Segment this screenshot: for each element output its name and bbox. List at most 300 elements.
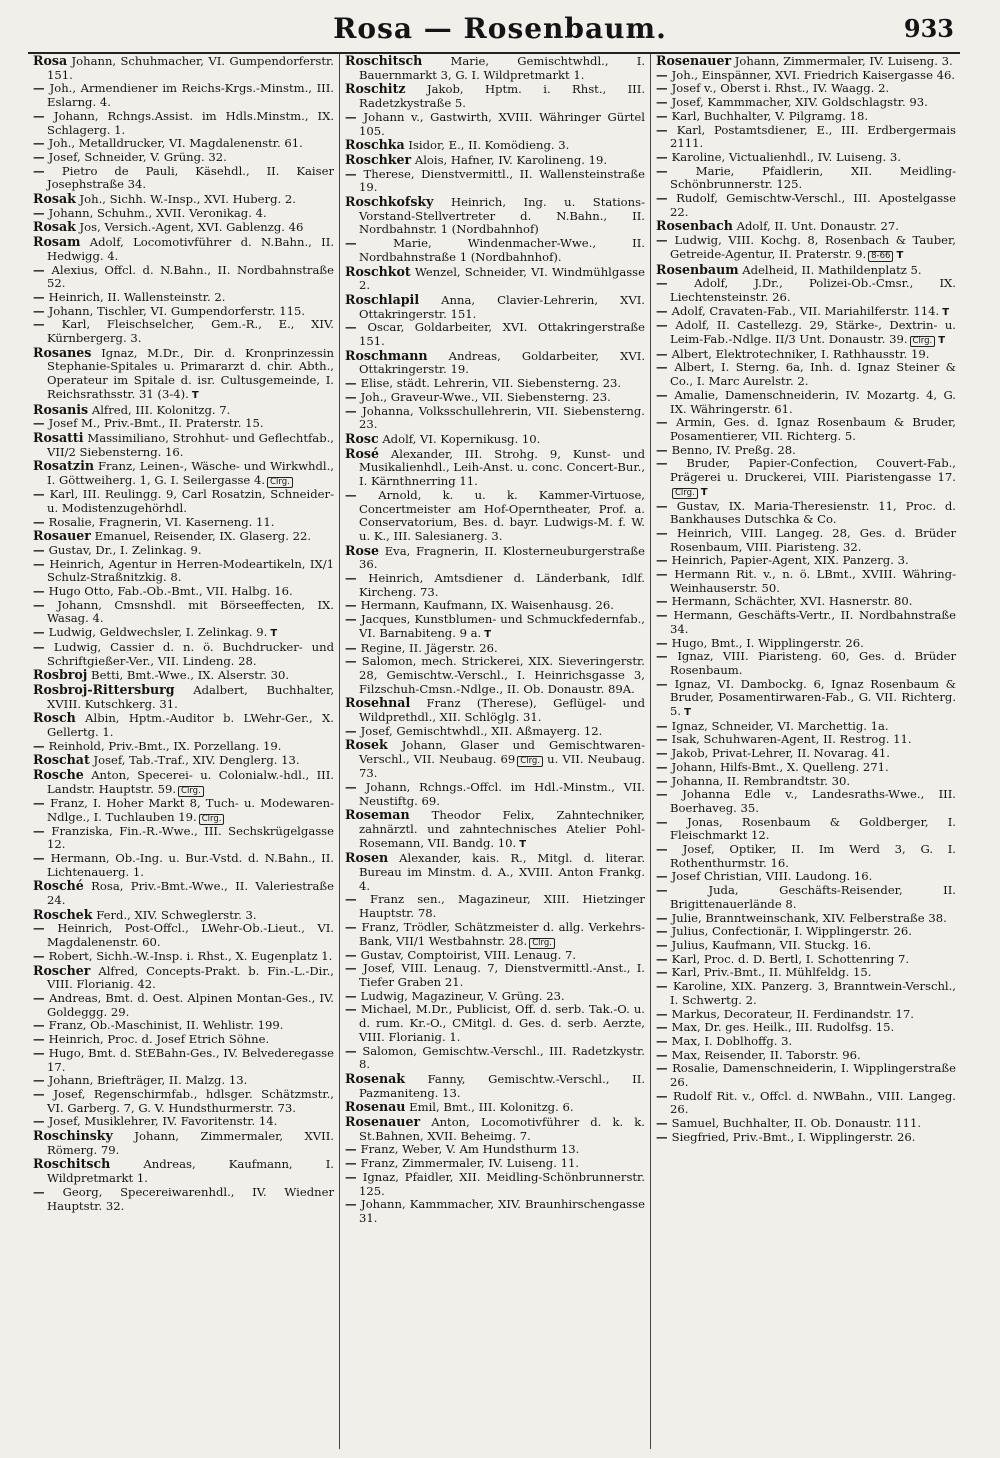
ditto-dash: —	[656, 635, 672, 650]
directory-entry	[345, 54, 645, 82]
entry-text: Heinrich, Agentur in Herren-Modeartikeln, IX/1 Schulz-Straßnitzkig. 8.	[47, 556, 334, 585]
entry-text: Isidor, E., II. Komödieng. 3.	[408, 138, 570, 153]
directory-entry	[656, 595, 956, 609]
entry-text: Johann, Cmsnshdl. mit Börseeffecten, IX. Wasag. 4.	[47, 597, 334, 626]
entry-text: Josef, Musiklehrer, IV. Favoritenstr. 14.	[48, 1114, 278, 1129]
ditto-dash: —	[345, 598, 361, 613]
entry-text: Johann, Schuhmacher, VI. Gumpendorferstr. 151.	[47, 54, 334, 82]
entry-surname: Roseman	[345, 807, 410, 823]
ditto-dash: —	[345, 403, 363, 418]
ditto-dash: —	[656, 456, 687, 471]
entry-text: Josef M., Priv.-Bmt., II. Praterstr. 15.	[48, 416, 264, 431]
directory-entry	[33, 305, 334, 319]
ditto-dash: —	[656, 951, 672, 966]
directory-entry	[656, 151, 956, 165]
entry-text: Albin, Hptm.-Auditor b. LWehr-Ger., X. Gellertg. 1.	[47, 711, 334, 740]
directory-entry	[656, 124, 956, 151]
ditto-dash: —	[345, 892, 371, 907]
entry-text: Alfred, Concepts-Prakt. b. Fin.-L.-Dir., VIII. Florianig. 42.	[47, 963, 334, 992]
ditto-dash: —	[656, 346, 672, 361]
entry-text: Karl, III. Reulingg. 9, Carl Rosatzin, Schneider- u. Modistenzugehörhdl.	[47, 487, 334, 515]
directory-entry	[345, 696, 645, 724]
directory-entry	[345, 1157, 645, 1171]
directory-entry	[33, 431, 334, 459]
directory-entry	[345, 1143, 645, 1157]
directory-entry	[33, 797, 334, 825]
directory-entry	[345, 949, 645, 963]
ditto-dash: —	[656, 759, 672, 774]
entry-surname: Rosc	[345, 430, 379, 446]
directory-entry	[33, 626, 334, 641]
directory-entry	[656, 1049, 956, 1063]
directory-entry	[33, 544, 334, 558]
ditto-dash: —	[33, 597, 58, 612]
entry-text: Josef, Schneider, V. Grüng. 32.	[48, 149, 227, 164]
entry-text: Ignaz, M.Dr., Dir. d. Kronprinzessin Stephanie-Spitales u. Primararzt d. chir. Abth., Operateur im Spitale d. isr. Cultusgemeinde, I. Reichsrathsstr. 31 (3-4).	[47, 345, 334, 401]
entry-surname: Rosak	[33, 191, 76, 207]
directory-entry	[345, 893, 645, 920]
directory-entry	[656, 925, 956, 939]
directory-entry	[33, 908, 334, 923]
ditto-dash: —	[33, 289, 49, 304]
ditto-dash: —	[656, 318, 676, 333]
directory-entry	[656, 609, 956, 636]
entry-text: Therese, Dienstvermittl., II. Wallensteinstraße 19.	[359, 166, 645, 195]
entry-text: Franz, Weber, V. Am Hundsthurm 13.	[360, 1142, 580, 1157]
directory-entry	[345, 1045, 645, 1072]
directory-entry	[345, 377, 645, 391]
ditto-dash: —	[345, 389, 361, 404]
entry-text: Ignaz, Schneider, VI. Marchettig. 1a.	[671, 718, 889, 733]
phone-badge: Clrg.	[517, 756, 543, 767]
entry-text: Rudolf Rit. v., Offcl. d. NWBahn., VIII. Langeg. 26.	[670, 1088, 956, 1117]
ditto-dash: —	[345, 487, 379, 502]
ditto-dash: —	[345, 1002, 362, 1017]
directory-entry	[656, 816, 956, 843]
directory-entry	[656, 319, 956, 347]
directory-entry	[656, 720, 956, 734]
directory-entry	[656, 747, 956, 761]
directory-entry	[656, 1008, 956, 1022]
entry-text: Ludwig, Magazineur, V. Grüng. 23.	[360, 988, 565, 1003]
entry-text: Andreas, Goldarbeiter, XVI. Ottakringerstr. 19.	[359, 348, 646, 377]
directory-entry	[33, 403, 334, 418]
phone-badge: Clrg.	[529, 938, 555, 949]
entry-text: Massimiliano, Strohhut- und Geflechtfab., VII/2 Siebensterng. 16.	[47, 430, 334, 459]
directory-entry	[33, 488, 334, 515]
directory-entry	[33, 235, 334, 263]
directory-entry	[656, 678, 956, 720]
directory-entry	[345, 613, 645, 641]
entry-text: Adelheid, II. Mathildenplatz 5.	[742, 262, 922, 277]
entry-text: Marie, Gemischtwhdl., I. Bauernmarkt 3, G. I. Wildpretmarkt 1.	[359, 54, 646, 82]
entry-text: Johann, Briefträger, II. Malzg. 13.	[48, 1073, 248, 1088]
entry-text: Franz, I. Hoher Markt 8, Tuch- u. Modewaren-Ndlge., I. Tuchlauben 19.	[47, 795, 334, 824]
phone-badge: Clrg.	[672, 488, 698, 499]
directory-entry	[345, 153, 645, 168]
directory-entry	[656, 1090, 956, 1117]
entry-text: Joh., Sichh. W.-Insp., XVI. Huberg. 2.	[79, 192, 296, 207]
ditto-dash: —	[33, 921, 58, 936]
directory-entry	[33, 291, 334, 305]
directory-entry	[656, 444, 956, 458]
directory-entry	[656, 82, 956, 96]
directory-entry	[33, 852, 334, 879]
entry-text: Josef, Tab.-Traf., XIV. Denglerg. 13.	[93, 753, 300, 768]
ditto-dash: —	[33, 542, 49, 557]
telephone-mark: T	[519, 838, 527, 850]
directory-entry	[656, 348, 956, 362]
directory-entry	[656, 1131, 956, 1145]
directory-entry	[656, 554, 956, 568]
directory-entry	[33, 964, 334, 992]
entry-text: Joh., Metalldrucker, VI. Magdalenenstr. 61.	[48, 136, 303, 151]
page-header	[0, 8, 1000, 48]
ditto-dash: —	[656, 938, 672, 952]
entry-surname: Roscher	[33, 962, 91, 978]
directory-entry	[33, 346, 334, 403]
entry-text: Joh., Armendiener im Reichs-Krgs.-Minstm., III. Eslarng. 4.	[47, 81, 334, 110]
ditto-dash: —	[33, 514, 49, 529]
directory-entry	[656, 527, 956, 554]
directory-entry	[33, 1019, 334, 1033]
entry-text: Johann, Glaser und Gemischtwaren-Verschl., VII. Neubaug. 69	[359, 738, 645, 767]
directory-entry	[33, 1186, 334, 1213]
directory-entry	[345, 82, 645, 110]
directory-entry	[345, 432, 645, 447]
entry-surname: Rosek	[345, 737, 388, 753]
ditto-dash: —	[345, 988, 361, 1003]
entry-text: Franz, Trödler, Schätzmeister d. allg. Verkehrs-Bank, VII/1 Westbahnstr. 28.	[359, 919, 645, 948]
entry-text: Eva, Fragnerin, II. Klosterneuburgerstraße 36.	[359, 543, 645, 572]
directory-entry	[33, 220, 334, 235]
ditto-dash: —	[33, 1184, 63, 1199]
directory-entry	[345, 738, 645, 780]
directory-entry	[656, 637, 956, 651]
telephone-mark: T	[484, 628, 492, 640]
directory-entry	[656, 1021, 956, 1035]
entry-text: Georg, Specereiwarenhdl., IV. Wiedner Hauptstr. 32.	[47, 1184, 334, 1213]
directory-entry	[33, 599, 334, 626]
entry-text: Josef, VIII. Lenaug. 7, Dienstvermittl.-Anst., I. Tiefer Graben 21.	[359, 961, 645, 989]
entry-text: Joh., Graveur-Wwe., VII. Siebensterng. 23.	[360, 389, 611, 404]
entry-surname: Rosen	[345, 850, 389, 866]
ditto-dash: —	[33, 416, 49, 431]
directory-entry	[656, 263, 956, 278]
ditto-dash: —	[33, 556, 50, 571]
entry-text: Johann, Rchngs.Assist. im Hdls.Minstm., IX. Schlagerg. 1.	[47, 108, 335, 137]
entry-surname: Rosatzin	[33, 458, 95, 474]
entry-text: Johann, Hilfs-Bmt., X. Quelleng. 271.	[671, 759, 889, 774]
ditto-dash: —	[33, 1032, 49, 1047]
directory-entry	[656, 733, 956, 747]
directory-entry	[33, 1157, 334, 1185]
ditto-dash: —	[656, 442, 672, 457]
directory-entry	[33, 1074, 334, 1088]
directory-entry	[33, 922, 334, 949]
entry-surname: Rosehnal	[345, 695, 411, 711]
directory-entry	[33, 1115, 334, 1129]
entry-text: Amalie, Damenschneiderin, IV. Mozartg. 4, G. IX. Währingerstr. 61.	[670, 387, 956, 416]
directory-entry	[656, 416, 956, 443]
entry-text: Andreas, Bmt. d. Oest. Alpinen Montan-Ges., IV. Goldeggg. 29.	[47, 991, 334, 1019]
entry-text: Albert, I. Sterng. 6a, Inh. d. Ignaz Steiner & Co., I. Marc Aurelstr. 2.	[670, 360, 956, 389]
directory-entry	[656, 912, 956, 926]
ditto-dash: —	[33, 1114, 49, 1129]
directory-entry	[345, 237, 645, 264]
ditto-dash: —	[33, 584, 49, 599]
entry-surname: Rosenbaum	[656, 261, 739, 277]
entry-text: Josef v., Oberst i. Rhst., IV. Waagg. 2.	[671, 81, 890, 96]
entry-text: Adolf, Locomotivführer d. N.Bahn., II. Hedwigg. 4.	[47, 235, 335, 263]
ditto-dash: —	[656, 814, 688, 829]
ditto-dash: —	[656, 1020, 672, 1035]
directory-entry	[656, 110, 956, 124]
ditto-dash: —	[656, 842, 683, 857]
ditto-dash: —	[33, 991, 50, 1005]
directory-entry	[345, 1100, 645, 1115]
entry-text: Julius, Kaufmann, VII. Stuckg. 16.	[671, 938, 872, 952]
entry-text: Salomon, Gemischtw.-Verschl., III. Radetzkystr. 8.	[359, 1043, 645, 1072]
directory-entry	[656, 1035, 956, 1049]
entry-text: Johann v., Gastwirth, XVIII. Währinger Gürtel 105.	[359, 109, 645, 138]
entry-text: Johann, Zimmermaler, IV. Luiseng. 3.	[734, 54, 953, 68]
phone-badge: Clrg.	[910, 336, 936, 347]
directory-entry	[33, 1129, 334, 1157]
ditto-dash: —	[656, 773, 672, 788]
ditto-dash: —	[656, 910, 672, 925]
directory-entry	[656, 389, 956, 416]
entry-text: Alexander, kais. R., Mitgl. d. literar. Bureau im Minstm. d. A., XVIII. Anton Frankg. 4.	[359, 851, 645, 893]
telephone-mark: T	[938, 335, 946, 347]
ditto-dash: —	[656, 649, 678, 664]
ditto-dash: —	[345, 947, 361, 962]
entry-surname: Rose	[345, 542, 379, 558]
directory-entry	[345, 1171, 645, 1198]
entry-surname: Rosak	[33, 219, 76, 235]
ditto-dash: —	[656, 415, 676, 430]
page-number: 933	[903, 14, 954, 43]
entry-surname: Rosbroj-Rittersburg	[33, 681, 175, 697]
ditto-dash: —	[656, 924, 672, 939]
entry-text: Arnold, k. u. k. Kammer-Virtuose, Concertmeister am Hof-Operntheater, Prof. a. Conservatorium, Bes. d. bayr. Ludwigs-M. f. W. u. K., III. Salesianerg. 3.	[359, 487, 645, 543]
ditto-dash: —	[345, 961, 364, 976]
ditto-dash: —	[33, 163, 62, 178]
entry-text: Heinrich, Proc. d. Josef Etrich Söhne.	[48, 1032, 270, 1047]
directory-entry	[656, 870, 956, 884]
entry-text: Max, Dr. ges. Heilk., III. Rudolfsg. 15.	[671, 1020, 895, 1035]
entry-text: Heinrich, II. Wallensteinstr. 2.	[48, 289, 226, 304]
directory-entry	[656, 165, 956, 192]
directory-entry	[656, 761, 956, 775]
ditto-dash: —	[656, 1006, 672, 1021]
ditto-dash: —	[656, 360, 675, 375]
ditto-dash: —	[345, 1197, 362, 1212]
ditto-dash: —	[656, 95, 672, 110]
entry-surname: Roschitsch	[33, 1156, 111, 1172]
directory-entry	[656, 277, 956, 304]
directory-entry	[345, 990, 645, 1004]
ditto-dash: —	[656, 883, 709, 898]
entry-text: Josef Christian, VIII. Laudong. 16.	[671, 869, 873, 884]
directory-entry	[33, 192, 334, 207]
directory-entry	[33, 54, 334, 82]
entry-surname: Rosche	[33, 767, 84, 783]
entry-text: Albert, Elektrotechniker, I. Rathhausstr. 19.	[671, 346, 930, 361]
column-left	[28, 54, 339, 1449]
directory-entry	[33, 740, 334, 754]
entry-text: Jonas, Rosenbaum & Goldberger, I. Fleischmarkt 12.	[670, 814, 956, 843]
directory-entry	[345, 921, 645, 949]
directory-entry	[656, 54, 956, 69]
directory-entry	[656, 457, 956, 499]
entry-text: Franz sen., Magazineur, XIII. Hietzinger Hauptstr. 78.	[359, 892, 645, 921]
ditto-dash: —	[345, 640, 361, 655]
ditto-dash: —	[33, 948, 49, 963]
entry-text: Ignaz, Pfaidler, XII. Meidling-Schönbrunnerstr. 125.	[359, 1169, 646, 1198]
ditto-dash: —	[345, 723, 361, 738]
ditto-dash: —	[656, 965, 672, 980]
entry-surname: Roschmann	[345, 347, 428, 363]
entry-surname: Rosa	[33, 54, 68, 68]
ditto-dash: —	[656, 567, 675, 582]
ditto-dash: —	[33, 303, 49, 318]
entry-text: Ignaz, VIII. Piaristeng. 60, Ges. d. Brüder Rosenbaum.	[670, 649, 956, 677]
entry-text: Benno, IV. Preßg. 28.	[671, 442, 796, 457]
directory-entry	[345, 195, 645, 237]
entry-text: Isak, Schuhwaren-Agent, II. Restrog. 11.	[671, 732, 912, 747]
entry-text: Alois, Hafner, IV. Karolineng. 19.	[414, 152, 608, 167]
directory-entry	[33, 151, 334, 165]
directory-entry	[656, 788, 956, 815]
directory-entry	[656, 843, 956, 870]
entry-text: Adolf, II. Unt. Donaustr. 27.	[736, 219, 899, 234]
entry-text: Adolf, Cravaten-Fab., VII. Mariahilferstr. 114.	[671, 303, 940, 318]
entry-text: Johanna Edle v., Landesraths-Wwe., III. Boerhaveg. 35.	[670, 787, 956, 815]
directory-entry	[33, 825, 334, 852]
column-middle	[339, 54, 650, 1449]
telephone-mark: T	[700, 486, 708, 498]
directory-entry	[345, 138, 645, 153]
directory-entry	[656, 966, 956, 980]
entry-text: Karl, Priv.-Bmt., II. Mühlfeldg. 15.	[671, 965, 872, 980]
entry-text: Joh., Einspänner, XVI. Friedrich Kaisergasse 46.	[671, 67, 956, 82]
directory-entry	[33, 641, 334, 668]
ditto-dash: —	[656, 303, 672, 318]
entry-text: Ignaz, VI. Dambockg. 6, Ignaz Rosenbaum & Bruder, Posamentirwaren-Fab., G. VII. Richterg. 5.	[670, 676, 956, 719]
ditto-dash: —	[33, 1018, 49, 1033]
ditto-dash: —	[33, 738, 49, 753]
ditto-dash: —	[656, 718, 672, 733]
directory-entry	[33, 110, 334, 137]
ditto-dash: —	[33, 205, 49, 220]
ditto-dash: —	[33, 81, 50, 96]
ditto-dash: —	[656, 191, 677, 206]
directory-entry	[345, 808, 645, 851]
entry-text: Johann, Tischler, VI. Gumpendorferstr. 115.	[48, 303, 306, 318]
entry-text: Heinrich, Amtsdiener d. Länderbank, Idlf. Kircheng. 73.	[359, 571, 645, 599]
ditto-dash: —	[656, 81, 672, 96]
ditto-dash: —	[33, 850, 51, 865]
directory-entry	[33, 950, 334, 964]
entry-surname: Rosam	[33, 234, 81, 250]
entry-text: Rudolf, Gemischtw-Verschl., III. Apostelgasse 22.	[670, 191, 956, 219]
entry-text: Regine, II. Jägerstr. 26.	[360, 640, 498, 655]
entry-text: Anna, Clavier-Lehrerin, XVI. Ottakringerstr. 151.	[359, 292, 645, 321]
ditto-dash: —	[345, 779, 366, 794]
directory-entry	[33, 516, 334, 530]
entry-text: Gustav, Dr., I. Zelinkag. 9.	[48, 542, 202, 557]
directory-entry	[345, 1115, 645, 1143]
entry-text: Franz (Therese), Geflügel- und Wildprethdl., XII. Schlöglg. 31.	[359, 696, 645, 725]
ditto-dash: —	[345, 919, 362, 934]
entry-text: Pietro de Pauli, Käsehdl., II. Kaiser Josephstraße 34.	[47, 163, 334, 192]
entry-text: Juda, Geschäfts-Reisender, II. Brigittenauerlände 8.	[670, 883, 956, 911]
entry-surname: Rosch	[33, 710, 76, 726]
directory-entry	[656, 96, 956, 110]
directory-entry	[656, 980, 956, 1007]
directory-entry	[33, 165, 334, 192]
directory-entry	[345, 405, 645, 432]
ditto-dash: —	[656, 233, 675, 248]
directory-entry	[345, 725, 645, 739]
ditto-dash: —	[656, 108, 672, 123]
directory-entry	[33, 82, 334, 109]
ditto-dash: —	[345, 1142, 361, 1157]
entry-text: Johann, Rchngs.-Offcl. im Hdl.-Minstm., VII. Neustiftg. 69.	[359, 779, 645, 808]
entry-text: Armin, Ges. d. Ignaz Rosenbaum & Bruder, Posamentierer, VII. Richterg. 5.	[670, 415, 956, 443]
entry-surname: Rosbroj	[33, 667, 88, 683]
telephone-mark: T	[270, 628, 278, 640]
directory-entry	[345, 544, 645, 572]
entry-text: Rosalie, Damenschneiderin, I. Wipplingerstraße 26.	[670, 1061, 956, 1090]
ditto-dash: —	[656, 1033, 672, 1048]
directory-entry	[345, 489, 645, 544]
directory-entry	[33, 207, 334, 221]
directory-entry	[345, 1198, 645, 1225]
entry-surname: Roschat	[33, 752, 90, 768]
directory-entry	[345, 447, 645, 489]
entry-surname: Rosenbach	[656, 218, 733, 234]
entry-text: Wenzel, Schneider, VI. Windmühlgasse 2.	[359, 264, 645, 293]
running-title: Rosa — Rosenbaum.	[333, 12, 667, 45]
entry-surname: Rosenak	[345, 1070, 406, 1086]
directory-entry	[345, 962, 645, 989]
entry-text: Franz, Leinen-, Wäsche- und Wirkwhdl., I. Göttweiherg. 1, G. I. Seilergasse 4.	[47, 459, 334, 488]
directory-entry	[33, 1033, 334, 1047]
entry-text: Johann, Zimmermaler, XVII. Römerg. 79.	[47, 1129, 334, 1157]
entry-text: Josef, Optiker, II. Im Werd 3, G. I. Rothenthurmstr. 16.	[670, 842, 956, 870]
phone-badge: Clrg.	[199, 814, 225, 825]
entry-surname: Roschitz	[345, 81, 406, 97]
directory-entry	[345, 293, 645, 321]
phone-badge: Clrg.	[267, 477, 293, 488]
entry-text: Anton, Specerei- u. Colonialw.-hdl., III. Landstr. Hauptstr. 59.	[47, 768, 334, 796]
entry-surname: Rosenauer	[656, 54, 732, 68]
ditto-dash: —	[345, 166, 364, 181]
entry-surname: Rosanes	[33, 344, 92, 360]
ditto-dash: —	[33, 823, 52, 838]
directory-entry	[656, 1062, 956, 1089]
directory-entry	[656, 192, 956, 219]
telephone-mark: T	[896, 249, 904, 261]
entry-text: Ludwig, VIII. Kochg. 8, Rosenbach & Tauber, Getreide-Agentur, II. Praterstr. 9.	[670, 233, 956, 261]
entry-text: Hermann, Geschäfts-Vertr., II. Nordbahnstraße 34.	[670, 608, 956, 636]
ditto-dash: —	[33, 136, 49, 151]
directory-entry	[33, 529, 334, 544]
ditto-dash: —	[656, 1129, 672, 1144]
entry-text: Hermann, Kaufmann, IX. Waisenhausg. 26.	[360, 598, 614, 613]
